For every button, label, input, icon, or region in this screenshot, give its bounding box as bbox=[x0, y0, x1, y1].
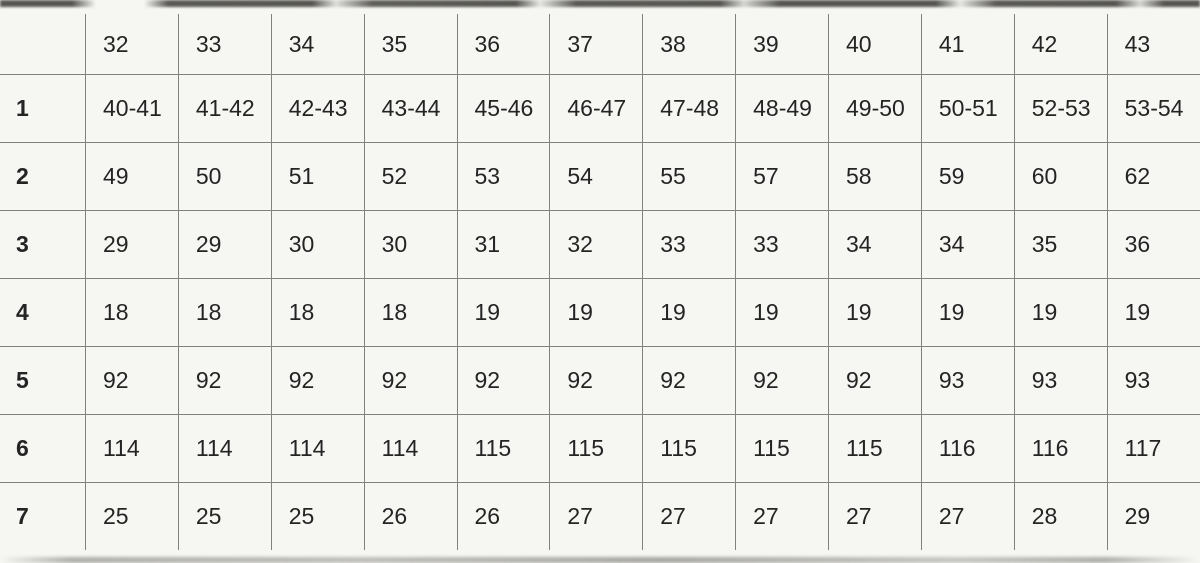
table-cell: 53-54 bbox=[1107, 75, 1200, 143]
table-cell: 116 bbox=[1014, 415, 1107, 483]
table-cell: 46-47 bbox=[550, 75, 643, 143]
table-cell: 92 bbox=[829, 347, 922, 415]
table-cell: 48-49 bbox=[736, 75, 829, 143]
corner-cell bbox=[0, 14, 86, 75]
table-cell: 28 bbox=[1014, 483, 1107, 551]
table-cell: 62 bbox=[1107, 143, 1200, 211]
column-header-42: 42 bbox=[1014, 14, 1107, 75]
table-cell: 29 bbox=[178, 211, 271, 279]
table-row bbox=[0, 143, 1200, 211]
table-cell: 19 bbox=[643, 279, 736, 347]
table-cell: 32 bbox=[550, 211, 643, 279]
table-cell: 59 bbox=[921, 143, 1014, 211]
table-cell: 53 bbox=[457, 143, 550, 211]
column-header-33: 33 bbox=[178, 14, 271, 75]
table-cell: 49-50 bbox=[829, 75, 922, 143]
table-cell: 19 bbox=[457, 279, 550, 347]
table-cell: 93 bbox=[1014, 347, 1107, 415]
header-row bbox=[0, 14, 1200, 75]
table-cell: 36 bbox=[1107, 211, 1200, 279]
row-label-3: 3 bbox=[0, 211, 86, 279]
table-cell: 19 bbox=[1107, 279, 1200, 347]
table-cell: 18 bbox=[178, 279, 271, 347]
data-table bbox=[0, 14, 1200, 550]
table-cell: 115 bbox=[550, 415, 643, 483]
scan-artifact-top bbox=[0, 0, 1200, 7]
column-header-34: 34 bbox=[271, 14, 364, 75]
column-header-36: 36 bbox=[457, 14, 550, 75]
table-cell: 27 bbox=[550, 483, 643, 551]
table-cell: 19 bbox=[1014, 279, 1107, 347]
table-cell: 52-53 bbox=[1014, 75, 1107, 143]
table-cell: 92 bbox=[271, 347, 364, 415]
table-cell: 51 bbox=[271, 143, 364, 211]
table-cell: 50 bbox=[178, 143, 271, 211]
table-cell: 115 bbox=[457, 415, 550, 483]
table-cell: 18 bbox=[86, 279, 179, 347]
table-cell: 45-46 bbox=[457, 75, 550, 143]
table-body bbox=[0, 75, 1200, 551]
row-label-1: 1 bbox=[0, 75, 86, 143]
table-cell: 92 bbox=[364, 347, 457, 415]
row-label-4: 4 bbox=[0, 279, 86, 347]
table-cell: 116 bbox=[921, 415, 1014, 483]
table-cell: 43-44 bbox=[364, 75, 457, 143]
table-cell: 92 bbox=[643, 347, 736, 415]
table-cell: 114 bbox=[178, 415, 271, 483]
table-cell: 25 bbox=[86, 483, 179, 551]
table-cell: 29 bbox=[1107, 483, 1200, 551]
table-cell: 114 bbox=[364, 415, 457, 483]
table-cell: 114 bbox=[271, 415, 364, 483]
table-cell: 115 bbox=[736, 415, 829, 483]
table-cell: 31 bbox=[457, 211, 550, 279]
table-cell: 25 bbox=[178, 483, 271, 551]
table-row bbox=[0, 347, 1200, 415]
table-row bbox=[0, 483, 1200, 551]
table-cell: 115 bbox=[829, 415, 922, 483]
row-label-6: 6 bbox=[0, 415, 86, 483]
column-header-40: 40 bbox=[829, 14, 922, 75]
table-cell: 19 bbox=[736, 279, 829, 347]
table-cell: 19 bbox=[550, 279, 643, 347]
table-cell: 27 bbox=[829, 483, 922, 551]
table-cell: 58 bbox=[829, 143, 922, 211]
table-cell: 42-43 bbox=[271, 75, 364, 143]
table-cell: 34 bbox=[921, 211, 1014, 279]
table-cell: 47-48 bbox=[643, 75, 736, 143]
table-cell: 92 bbox=[457, 347, 550, 415]
table-row bbox=[0, 75, 1200, 143]
table-row bbox=[0, 279, 1200, 347]
table-cell: 114 bbox=[86, 415, 179, 483]
row-label-2: 2 bbox=[0, 143, 86, 211]
table-cell: 93 bbox=[921, 347, 1014, 415]
table-cell: 55 bbox=[643, 143, 736, 211]
column-header-38: 38 bbox=[643, 14, 736, 75]
column-header-39: 39 bbox=[736, 14, 829, 75]
table-cell: 115 bbox=[643, 415, 736, 483]
row-label-7: 7 bbox=[0, 483, 86, 551]
table-cell: 60 bbox=[1014, 143, 1107, 211]
table-cell: 26 bbox=[364, 483, 457, 551]
table-cell: 93 bbox=[1107, 347, 1200, 415]
table-cell: 18 bbox=[271, 279, 364, 347]
table-cell: 30 bbox=[271, 211, 364, 279]
column-header-32: 32 bbox=[86, 14, 179, 75]
table-cell: 27 bbox=[736, 483, 829, 551]
table-cell: 57 bbox=[736, 143, 829, 211]
table-cell: 19 bbox=[921, 279, 1014, 347]
table-cell: 33 bbox=[736, 211, 829, 279]
table-cell: 117 bbox=[1107, 415, 1200, 483]
table-cell: 41-42 bbox=[178, 75, 271, 143]
table-cell: 18 bbox=[364, 279, 457, 347]
table-cell: 49 bbox=[86, 143, 179, 211]
table-cell: 34 bbox=[829, 211, 922, 279]
table-cell: 26 bbox=[457, 483, 550, 551]
table-cell: 40-41 bbox=[86, 75, 179, 143]
table-cell: 50-51 bbox=[921, 75, 1014, 143]
scan-artifact-bottom bbox=[0, 557, 1200, 563]
row-label-5: 5 bbox=[0, 347, 86, 415]
table-row bbox=[0, 211, 1200, 279]
table-cell: 19 bbox=[829, 279, 922, 347]
table-cell: 30 bbox=[364, 211, 457, 279]
column-header-41: 41 bbox=[921, 14, 1014, 75]
table-cell: 54 bbox=[550, 143, 643, 211]
table-row bbox=[0, 415, 1200, 483]
table-cell: 92 bbox=[86, 347, 179, 415]
table-cell: 92 bbox=[736, 347, 829, 415]
table-cell: 35 bbox=[1014, 211, 1107, 279]
table-header bbox=[0, 14, 1200, 75]
column-header-37: 37 bbox=[550, 14, 643, 75]
table-cell: 29 bbox=[86, 211, 179, 279]
table-cell: 33 bbox=[643, 211, 736, 279]
table-cell: 92 bbox=[178, 347, 271, 415]
table-cell: 52 bbox=[364, 143, 457, 211]
table-cell: 27 bbox=[643, 483, 736, 551]
table-cell: 25 bbox=[271, 483, 364, 551]
table-cell: 27 bbox=[921, 483, 1014, 551]
column-header-35: 35 bbox=[364, 14, 457, 75]
column-header-43: 43 bbox=[1107, 14, 1200, 75]
table-cell: 92 bbox=[550, 347, 643, 415]
